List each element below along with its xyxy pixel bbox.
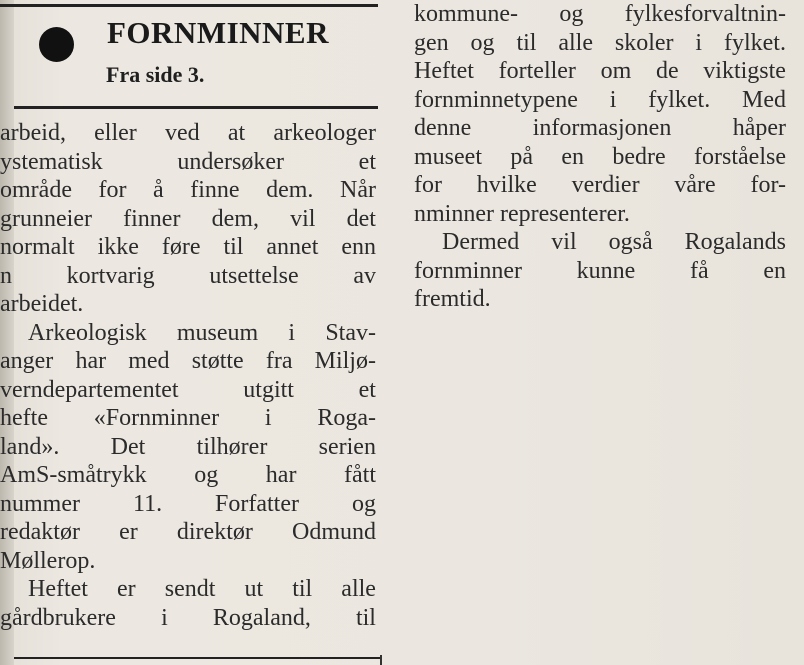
text-line: Møllerop. [0,547,96,574]
article-column-right [414,0,786,314]
text-line: grunneier finner dem, vil det [0,205,376,232]
text-line: fremtid. [414,286,491,312]
text-line: gårdbrukere i Rogaland, til [0,604,376,631]
text-line: n kortvarig utsettelse av [0,262,376,289]
text-line: normalt ikke føre til annet enn [0,234,376,260]
text-line: denne informasjonen håper [414,115,786,141]
text-line: Heftet er sendt ut til alle [28,576,376,602]
text-line: for hvilke verdier våre for- [414,172,786,198]
article-column-left [0,119,376,632]
headline-rule [14,106,378,109]
text-line: Heftet forteller om de viktigste [414,58,786,84]
text-line: arbeid, eller ved at arkeologer [0,120,376,146]
text-line: land». Det tilhører serien [0,433,376,460]
text-line: område for å finne dem. Når [0,177,376,203]
text-line: hefte «Fornminner i Roga- [0,405,376,431]
text-line: gen og til alle skoler i fylket. [414,29,786,56]
text-line: kommune- og fylkesforvaltnin- [414,1,786,27]
text-line: nummer 11. Forfatter og [0,490,376,517]
text-line: museet på en bedre forståelse [414,143,786,170]
headline-bullet-icon [39,27,74,62]
continuation-note: Fra side 3. [106,62,205,87]
text-line: fornminner kunne få en [414,257,786,284]
text-line: verndepartementet utgitt et [0,376,376,403]
text-line: AmS-småtrykk og har fått [0,462,376,488]
text-line: ystematisk undersøker et [0,148,376,175]
text-line: redaktør er direktør Odmund [0,519,376,545]
text-line: anger har med støtte fra Miljø- [0,348,376,374]
bottom-rule [14,657,380,659]
text-line: Dermed vil også Rogalands [442,229,786,255]
column-divider [380,655,382,665]
text-line: fornminnetypene i fylket. Med [414,86,786,113]
article-headline: FORNMINNER [107,15,329,50]
text-line: Arkeologisk museum i Stav- [28,319,376,346]
text-line: nminner representerer. [414,200,630,227]
top-rule [0,4,378,7]
text-line: arbeidet. [0,291,84,317]
